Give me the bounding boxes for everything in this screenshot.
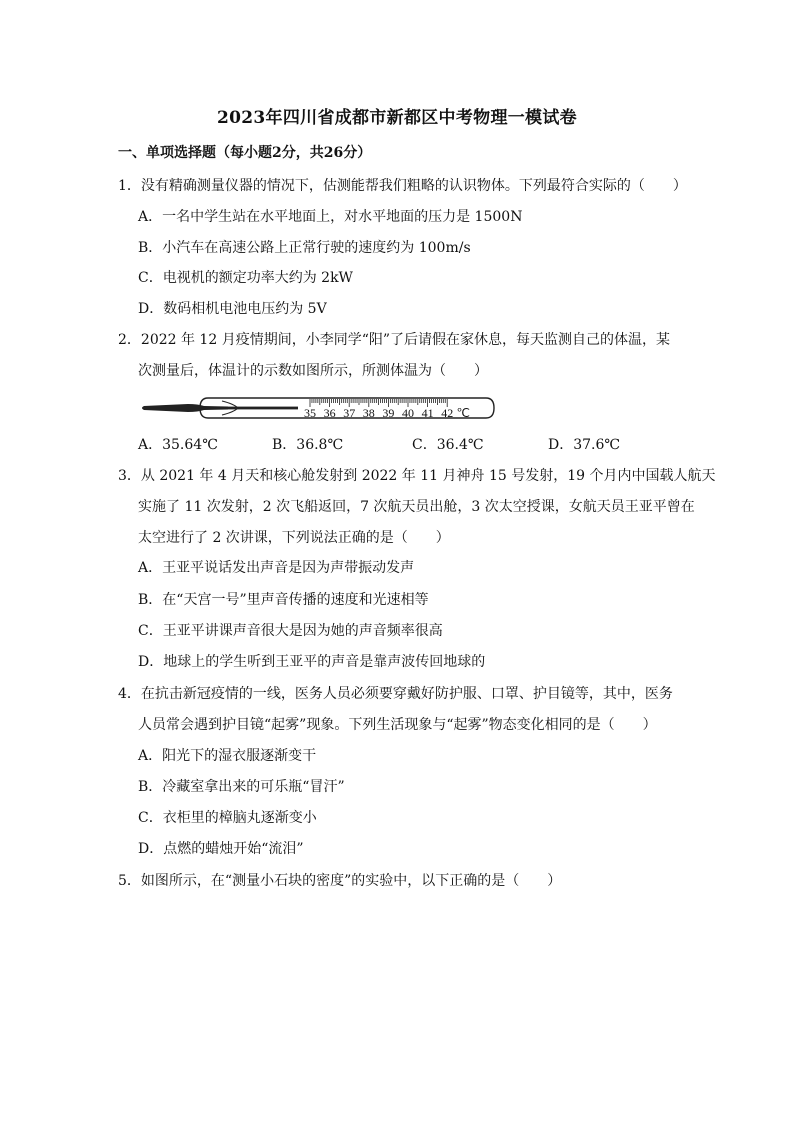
question-3-stem-line2: 实施了 11 次发射，2 次飞船返回，7 次航天员出舱，3 次太空授课，女航天员王亚平曾在: [138, 499, 695, 515]
scale-label: 37: [343, 406, 356, 420]
question-3-option-c: C．王亚平讲课声音很大是因为她的声音频率很高: [138, 623, 443, 639]
question-4-option-d: D．点燃的蜡烛开始“流泪”: [138, 841, 304, 857]
question-3-option-d: D．地球上的学生听到王亚平的声音是靠声波传回地球的: [138, 654, 486, 670]
scale-label: 39: [382, 406, 395, 420]
question-1-option-a: A．一名中学生站在水平地面上，对水平地面的压力是 1500N: [138, 209, 523, 225]
scale-unit: ℃: [456, 406, 470, 420]
section-heading: 一、单项选择题（每小题2分，共26分）: [118, 145, 372, 161]
question-3-option-a: A．王亚平说话发出声音是因为声带振动发声: [138, 560, 415, 576]
question-2-option-a: A．35.64℃: [138, 437, 218, 453]
question-4-stem-line2: 人员常会遇到护目镜“起雾”现象。下列生活现象与“起雾”物态变化相同的是（ ）: [138, 717, 657, 733]
question-2-option-b: B．36.8℃: [272, 437, 344, 453]
question-3-stem-line3: 太空进行了 2 次讲课，下列说法正确的是（ ）: [138, 530, 450, 546]
scale-label: 41: [421, 406, 434, 420]
question-2-stem-line1: 2．2022 年 12 月疫情期间，小李同学“阳”了后请假在家休息，每天监测自己的体温，某: [118, 332, 671, 348]
question-1-option-d: D．数码相机电池电压约为 5V: [138, 301, 327, 317]
thermometer-figure: [138, 390, 498, 426]
question-3-option-b: B．在“天宫一号”里声音传播的速度和光速相等: [138, 592, 429, 608]
question-2-option-d: D．37.6℃: [548, 437, 621, 453]
page-title: 2023年四川省成都市新都区中考物理一模试卷: [217, 108, 577, 128]
scale-label: 36: [323, 406, 336, 420]
question-3-stem-line1: 3．从 2021 年 4 月天和核心舱发射到 2022 年 11 月神舟 15 号发射，19 个月内中国载人航天: [118, 468, 716, 484]
question-2-option-c: C．36.4℃: [412, 437, 484, 453]
question-2-options: [138, 434, 678, 454]
question-1-option-b: B．小汽车在高速公路上正常行驶的速度约为 100m/s: [138, 240, 471, 256]
question-5-stem: 5．如图所示，在“测量小石块的密度”的实验中，以下正确的是（ ）: [118, 873, 562, 889]
question-4-option-a: A．阳光下的湿衣服逐渐变干: [138, 748, 317, 764]
question-4-option-b: B．冷藏室拿出来的可乐瓶“冒汗”: [138, 779, 345, 795]
scale-label: 42: [441, 406, 454, 420]
question-4-stem-line1: 4．在抗击新冠疫情的一线，医务人员必须要穿戴好防护服、口罩、护目镜等，其中，医务: [118, 686, 673, 702]
question-1-stem: 1．没有精确测量仪器的情况下，估测能帮我们粗略的认识物体。下列最符合实际的（ ）: [118, 178, 687, 194]
scale-label: 40: [402, 406, 414, 420]
question-2-stem-line2: 次测量后，体温计的示数如图所示，所测体温为（ ）: [138, 363, 488, 379]
question-1-option-c: C．电视机的额定功率大约为 2kW: [138, 270, 353, 286]
scale-label: 38: [362, 406, 375, 420]
scale-label: 35: [304, 406, 316, 420]
question-4-option-c: C．衣柜里的樟脑丸逐渐变小: [138, 810, 317, 826]
